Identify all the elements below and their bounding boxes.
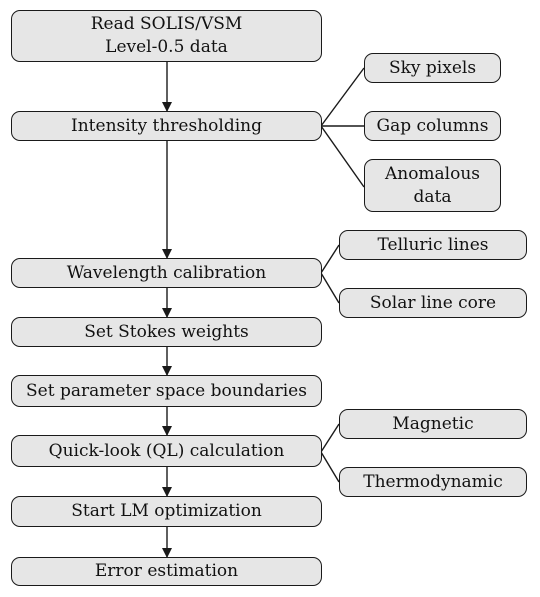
branch-quicklook-to-magnetic (321, 424, 339, 452)
branch-quicklook-to-thermo (321, 452, 339, 482)
step-wavelength-calibration (11, 258, 322, 288)
step-error-estimation (11, 557, 322, 586)
step-quicklook-calculation-label: Quick-look (QL) calculation (48, 440, 285, 461)
branch-wavelength-to-solarcore (321, 273, 339, 303)
side-telluric-lines-label: Telluric lines (377, 234, 489, 255)
side-sky-pixels-label: Sky pixels (388, 57, 477, 78)
step-stokes-weights (11, 317, 322, 347)
side-gap-columns-label: Gap columns (376, 115, 489, 136)
side-sky-pixels (364, 53, 501, 83)
step-read-data (11, 10, 322, 62)
step-lm-optimization-label: Start LM optimization (71, 501, 262, 521)
side-telluric-lines (339, 230, 527, 260)
branch-threshold-to-sky (321, 68, 364, 126)
step-intensity-thresholding (11, 111, 322, 141)
step-wavelength-calibration-label: Wavelength calibration (66, 262, 267, 283)
branch-wavelength-to-telluric (321, 245, 339, 273)
side-solar-line-core-label: Solar line core (369, 292, 497, 313)
step-parameter-boundaries-label: Set parameter space boundaries (26, 380, 307, 401)
step-quicklook-calculation (11, 435, 322, 467)
step-intensity-thresholding-label: Intensity thresholding (71, 115, 262, 136)
side-gap-columns (364, 111, 501, 141)
branch-threshold-to-anomalous (321, 126, 364, 187)
side-thermodynamic (339, 467, 527, 497)
side-anomalous-data (364, 159, 501, 212)
side-magnetic (339, 409, 527, 439)
step-read-data-line1: Read SOLIS/VSM (90, 14, 243, 34)
side-anomalous-data-line2: data (413, 186, 452, 207)
step-lm-optimization (11, 496, 322, 527)
step-stokes-weights-label: Set Stokes weights (84, 321, 249, 342)
side-anomalous-data-line1: Anomalous (384, 163, 481, 184)
side-thermodynamic-label: Thermodynamic (363, 471, 503, 492)
step-error-estimation-label: Error estimation (94, 561, 239, 581)
step-read-data-line2: Level-0.5 data (105, 37, 228, 57)
step-parameter-boundaries (11, 375, 322, 407)
side-magnetic-label: Magnetic (392, 413, 474, 434)
side-solar-line-core (339, 288, 527, 318)
